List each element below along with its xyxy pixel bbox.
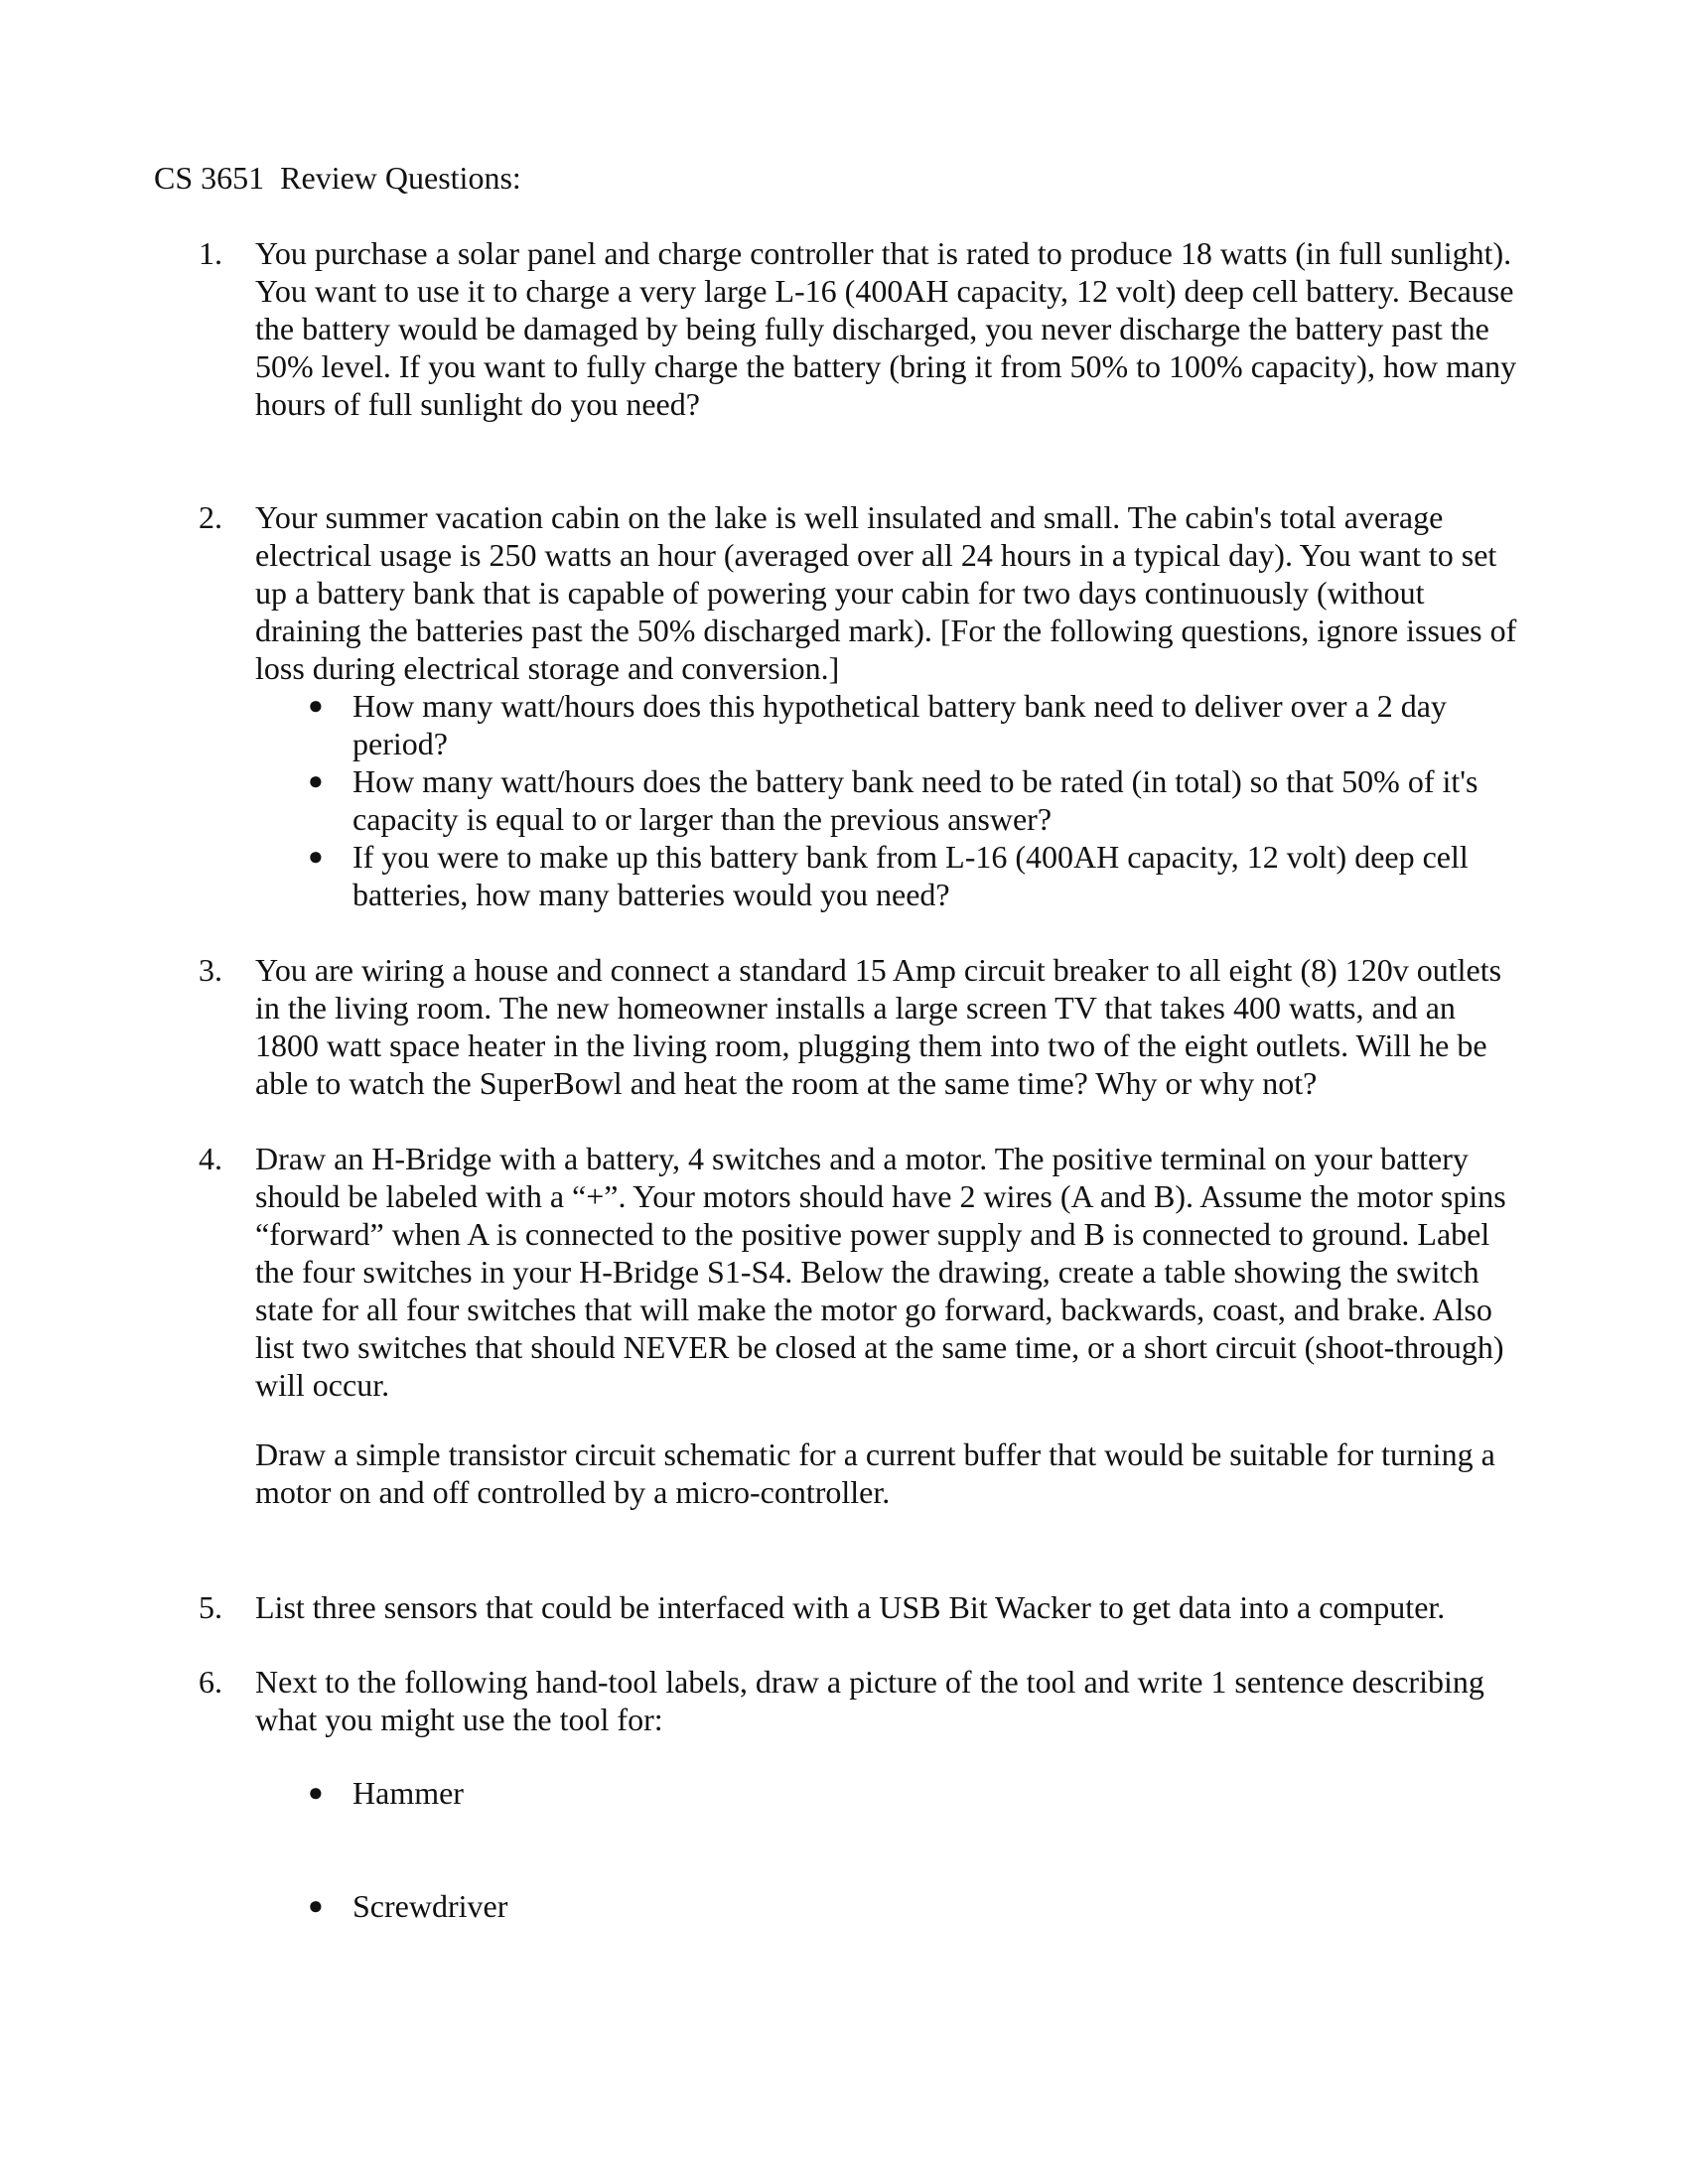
bullet-icon: ● (308, 691, 324, 720)
list-item (255, 762, 1526, 838)
question-text: List three sensors that could be interfaced with a USB Bit Wacker to get data into a computer. (255, 1589, 1446, 1625)
bullet-icon: ● (308, 766, 324, 795)
question-followup-text: Draw a simple transistor circuit schematic for a current buffer that would be suitable for turning a motor on and off controlled by a micro-controller. (255, 1436, 1495, 1510)
list-item-text: If you were to make up this battery bank from L-16 (400AH capacity, 12 volt) deep cell batteries, how many batteries would you need? (352, 839, 1469, 912)
question-text: Your summer vacation cabin on the lake is well insulated and small. The cabin's total average electrical usage is 250 watts an hour (averaged over all 24 hours in a typical day). You want to set up a battery bank that is capable of powering your cabin for two days continuously (without draining the batteries past the 50% discharged mark). [For the following questions, ignore issues of loss during electrical storage and conversion.] (255, 499, 1517, 686)
list-item-text: How many watt/hours does this hypothetical battery bank need to deliver over a 2 day period? (352, 688, 1447, 761)
question-number: 2. (199, 499, 222, 535)
list-item (255, 838, 1526, 913)
page-title: CS 3651 Review Questions: (154, 160, 521, 196)
list-item (255, 1774, 1526, 1812)
question-text: Next to the following hand-tool labels, draw a picture of the tool and write 1 sentence describing what you might use the tool for: (255, 1664, 1484, 1737)
question-number: 6. (199, 1664, 222, 1700)
question-text: Draw an H-Bridge with a battery, 4 switches and a motor. The positive terminal on your battery should be labeled with a “+”. Your motors should have 2 wires (A and B). Assume the motor spins “forward” when A is connected to the positive power supply and B is connected to ground. Label the four switches in your H-Bridge S1-S4. Below the drawing, create a table showing the switch state for all four switches that will make the motor go forward, backwards, coast, and brake. Also list two switches that should NEVER be closed at the same time, or a short circuit (shoot-through) will occur. (255, 1141, 1506, 1403)
question-number: 3. (199, 952, 222, 988)
sub-question-list (255, 687, 1526, 913)
question-number: 1. (199, 235, 222, 271)
list-item (255, 1887, 1526, 1925)
list-item (255, 687, 1526, 762)
question-text: You purchase a solar panel and charge controller that is rated to produce 18 watts (in full sunlight). You want to use it to charge a very large L-16 (400AH capacity, 12 volt) deep cell battery. Because the battery would be damaged by being fully discharged, you never discharge the battery past the 50% level. If you want to fully charge the battery (bring it from 50% to 100% capacity), how many hours of full sunlight do you need? (255, 235, 1517, 422)
bullet-icon: ● (308, 1778, 324, 1807)
question-text: You are wiring a house and connect a standard 15 Amp circuit breaker to all eight (8) 120v outlets in the living room. The new homeowner installs a large screen TV that takes 400 watts, and an 1800 watt space heater in the living room, plugging them into two of the eight outlets. Will he be able to watch the SuperBowl and heat the room at the same time? Why or why not? (255, 952, 1502, 1101)
tool-label-list (255, 1774, 1526, 1925)
bullet-icon: ● (308, 842, 324, 871)
bullet-icon: ● (308, 1891, 324, 1920)
list-item-text: Hammer (352, 1775, 464, 1811)
list-item-text: How many watt/hours does the battery bank need to be rated (in total) so that 50% of it's capacity is equal to or larger than the previous answer? (352, 763, 1478, 837)
question-number: 4. (199, 1141, 222, 1176)
question-number: 5. (199, 1589, 222, 1625)
list-item-text: Screwdriver (352, 1888, 508, 1924)
